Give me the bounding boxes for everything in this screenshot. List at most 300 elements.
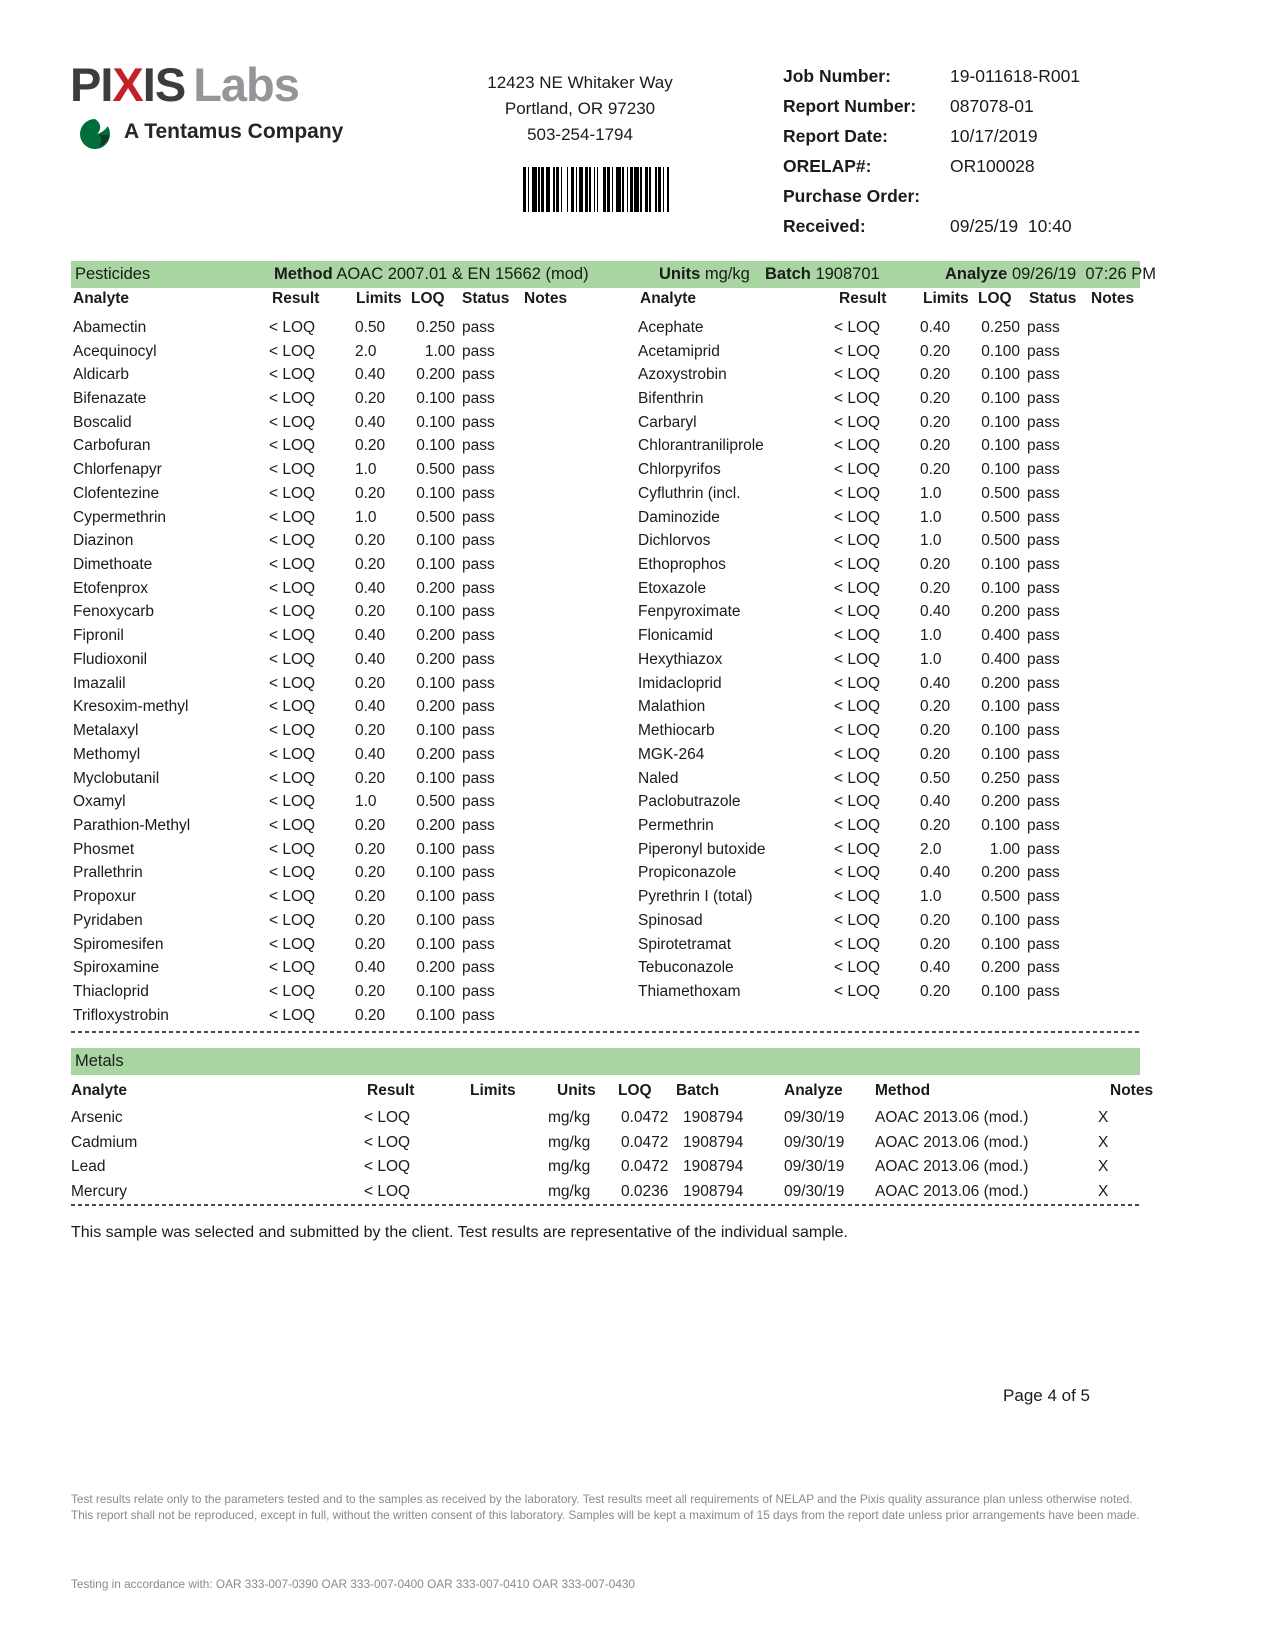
cell-status: pass	[1027, 840, 1060, 858]
cell-units: mg/kg	[548, 1133, 591, 1151]
pesticide-row	[638, 862, 1088, 886]
cell-result: < LOQ	[834, 840, 881, 858]
pesticide-row	[638, 767, 1088, 791]
info-label: Job Number:	[783, 66, 891, 86]
cell-result: < LOQ	[364, 1133, 411, 1151]
pesticide-row	[638, 601, 1088, 625]
units-label: Units	[659, 265, 701, 283]
cell-limits: 0.20	[355, 911, 386, 929]
pesticide-row	[638, 743, 1088, 767]
cell-status: pass	[462, 911, 495, 929]
cell-analyte: Carbaryl	[638, 413, 697, 431]
cell-analyte: Fipronil	[73, 627, 124, 645]
cell-result: < LOQ	[834, 390, 881, 408]
cell-loq: 0.100	[981, 437, 1020, 455]
cell-status: pass	[462, 342, 495, 360]
cell-result: < LOQ	[269, 342, 316, 360]
cell-analyte: Trifloxystrobin	[73, 1006, 169, 1024]
cell-analyte: Acequinocyl	[73, 342, 157, 360]
pesticide-row	[638, 956, 1088, 980]
cell-loq: 0.0472	[621, 1158, 669, 1176]
units-field	[659, 265, 750, 284]
cell-result: < LOQ	[269, 864, 316, 882]
batch-label: Batch	[765, 265, 811, 283]
cell-loq: 0.100	[981, 935, 1020, 953]
cell-status: pass	[462, 793, 495, 811]
cell-analyte: Myclobutanil	[73, 769, 160, 787]
cell-analyte: Thiacloprid	[73, 982, 149, 1000]
cell-analyte: Phosmet	[73, 840, 135, 858]
cell-analyte: Spinosad	[638, 911, 703, 929]
cell-limits: 1.0	[920, 888, 942, 906]
cell-limits: 0.20	[920, 579, 951, 597]
cell-loq: 0.100	[981, 698, 1020, 716]
cell-method: AOAC 2013.06 (mod.)	[875, 1133, 1029, 1151]
metal-row	[71, 1131, 1140, 1156]
cell-notes: X	[1098, 1109, 1109, 1127]
cell-limits: 1.0	[920, 508, 942, 526]
cell-analyte: Fludioxonil	[73, 650, 148, 668]
cell-loq: 0.100	[416, 982, 455, 1000]
cell-analyte: Boscalid	[73, 413, 132, 431]
brand-is: IS	[142, 58, 186, 111]
pesticides-left-table	[73, 316, 523, 1028]
cell-result: < LOQ	[269, 390, 316, 408]
cell-limits: 0.20	[920, 413, 951, 431]
col-loq: LOQ	[618, 1082, 652, 1099]
batch-value: 1908701	[815, 265, 880, 283]
col-limits: Limits	[923, 290, 969, 307]
cell-loq: 0.100	[416, 769, 455, 787]
cell-loq: 0.100	[416, 390, 455, 408]
cell-status: pass	[462, 935, 495, 953]
info-row	[783, 66, 1163, 96]
section-divider-dashed	[71, 1031, 1140, 1033]
cell-loq: 0.100	[981, 556, 1020, 574]
cell-limits: 0.40	[920, 793, 951, 811]
cell-limits: 0.20	[920, 722, 951, 740]
cell-analyte: Fenoxycarb	[73, 603, 154, 621]
cell-limits: 0.20	[920, 911, 951, 929]
cell-analyte: Naled	[638, 769, 679, 787]
cell-loq: 0.100	[416, 437, 455, 455]
cell-limits: 0.50	[920, 769, 951, 787]
pesticide-row	[638, 838, 1088, 862]
info-row	[783, 186, 1163, 216]
cell-limits: 0.20	[920, 437, 951, 455]
cell-analyte: Hexythiazox	[638, 650, 723, 668]
cell-result: < LOQ	[834, 437, 881, 455]
metal-row	[71, 1106, 1140, 1131]
analyze-value: 09/26/19 07:26 PM	[1011, 265, 1156, 283]
cell-batch: 1908794	[683, 1133, 744, 1151]
cell-analyte: Dimethoate	[73, 556, 153, 574]
cell-analyte: Imazalil	[73, 674, 126, 692]
report-info	[783, 66, 1163, 246]
cell-limits: 0.40	[920, 318, 951, 336]
cell-result: < LOQ	[834, 579, 881, 597]
cell-loq: 0.100	[416, 532, 455, 550]
cell-loq: 0.100	[981, 722, 1020, 740]
pesticide-row	[638, 387, 1088, 411]
cell-result: < LOQ	[269, 532, 316, 550]
col-units: Units	[557, 1082, 596, 1099]
pesticide-row	[638, 363, 1088, 387]
tentamus-leaf-icon	[78, 114, 114, 150]
cell-status: pass	[1027, 982, 1060, 1000]
cell-analyte: Prallethrin	[73, 864, 143, 882]
cell-limits: 0.20	[920, 745, 951, 763]
pesticide-row	[73, 743, 523, 767]
col-result: Result	[367, 1082, 415, 1099]
metals-section-title: Metals	[75, 1052, 124, 1070]
pesticide-row	[73, 411, 523, 435]
info-row	[783, 126, 1163, 156]
cell-status: pass	[462, 982, 495, 1000]
cell-status: pass	[1027, 888, 1060, 906]
cell-loq: 0.100	[416, 674, 455, 692]
cell-analyze: 09/30/19	[784, 1158, 845, 1176]
pesticide-row	[73, 790, 523, 814]
cell-loq: 0.100	[981, 579, 1020, 597]
cell-limits: 0.40	[355, 413, 386, 431]
cell-notes: X	[1098, 1158, 1109, 1176]
cell-limits: 0.20	[920, 556, 951, 574]
cell-limits: 1.0	[920, 484, 942, 502]
cell-loq: 0.200	[981, 793, 1020, 811]
cell-units: mg/kg	[548, 1158, 591, 1176]
cell-limits: 2.0	[920, 840, 942, 858]
cell-loq: 0.200	[416, 745, 455, 763]
cell-result: < LOQ	[269, 745, 316, 763]
cell-analyte: Methiocarb	[638, 722, 715, 740]
cell-limits: 0.20	[355, 1006, 386, 1024]
cell-result: < LOQ	[269, 888, 316, 906]
cell-loq: 0.100	[416, 935, 455, 953]
cell-analyze: 09/30/19	[784, 1183, 845, 1201]
cell-result: < LOQ	[269, 508, 316, 526]
cell-status: pass	[462, 579, 495, 597]
cell-limits: 0.20	[920, 461, 951, 479]
cell-result: < LOQ	[834, 888, 881, 906]
cell-analyte: Tebuconazole	[638, 959, 734, 977]
cell-analyte: Pyridaben	[73, 911, 143, 929]
cell-status: pass	[462, 532, 495, 550]
cell-loq: 0.200	[416, 959, 455, 977]
cell-result: < LOQ	[269, 461, 316, 479]
cell-limits: 0.40	[355, 650, 386, 668]
cell-status: pass	[462, 627, 495, 645]
cell-limits: 0.20	[355, 864, 386, 882]
cell-result: < LOQ	[834, 745, 881, 763]
pesticide-row	[638, 672, 1088, 696]
pesticide-row	[73, 909, 523, 933]
cell-limits: 0.20	[920, 982, 951, 1000]
cell-limits: 0.20	[920, 342, 951, 360]
pesticide-row	[638, 577, 1088, 601]
cell-analyte: Propiconazole	[638, 864, 737, 882]
cell-loq: 0.200	[981, 959, 1020, 977]
pesticide-row	[73, 506, 523, 530]
cell-analyte: Daminozide	[638, 508, 720, 526]
cell-limits: 0.40	[355, 959, 386, 977]
cell-loq: 0.500	[416, 508, 455, 526]
cell-result: < LOQ	[834, 864, 881, 882]
cell-loq: 0.200	[981, 603, 1020, 621]
cell-loq: 0.500	[981, 508, 1020, 526]
cell-limits: 0.40	[355, 627, 386, 645]
cell-limits: 0.20	[355, 982, 386, 1000]
cell-analyte: Aldicarb	[73, 366, 129, 384]
pesticide-row	[638, 435, 1088, 459]
cell-status: pass	[462, 745, 495, 763]
cell-loq: 0.100	[416, 1006, 455, 1024]
cell-limits: 0.20	[355, 816, 386, 834]
pesticide-row	[73, 601, 523, 625]
info-row	[783, 216, 1163, 246]
col-status: Status	[462, 290, 510, 307]
pesticide-row	[73, 1004, 523, 1028]
cell-status: pass	[1027, 769, 1060, 787]
info-label: Report Date:	[783, 126, 889, 146]
cell-loq: 0.100	[981, 745, 1020, 763]
cell-analyte: Pyrethrin I (total)	[638, 888, 753, 906]
cell-limits: 0.20	[355, 674, 386, 692]
cell-analyte: Mercury	[71, 1183, 127, 1201]
address-line1: 12423 NE Whitaker Way	[487, 73, 673, 92]
cell-result: < LOQ	[834, 627, 881, 645]
cell-analyte: Oxamyl	[73, 793, 126, 811]
analyze-label: Analyze	[945, 265, 1008, 283]
cell-analyte: Methomyl	[73, 745, 141, 763]
pesticide-row	[73, 933, 523, 957]
cell-analyte: Permethrin	[638, 816, 714, 834]
cell-result: < LOQ	[269, 318, 316, 336]
cell-status: pass	[1027, 864, 1060, 882]
testing-accordance-text: Testing in accordance with: OAR 333-007-0390 OAR 333-007-0400 OAR 333-007-0410 OAR 333-007-0430	[71, 1577, 635, 1591]
sample-statement: This sample was selected and submitted by the client. Test results are representative of the individual sample.	[71, 1224, 848, 1241]
brand-x: X	[112, 58, 143, 111]
cell-result: < LOQ	[269, 769, 316, 787]
cell-status: pass	[1027, 508, 1060, 526]
cell-status: pass	[462, 508, 495, 526]
cell-analyte: Diazinon	[73, 532, 134, 550]
cell-analyte: Piperonyl butoxide	[638, 840, 766, 858]
col-method: Method	[875, 1082, 931, 1099]
cell-limits: 0.20	[355, 888, 386, 906]
col-notes: Notes	[1091, 290, 1135, 307]
cell-result: < LOQ	[364, 1183, 411, 1201]
pesticide-row	[638, 506, 1088, 530]
cell-limits: 0.20	[355, 769, 386, 787]
pesticide-row	[73, 529, 523, 553]
cell-status: pass	[1027, 722, 1060, 740]
cell-status: pass	[1027, 745, 1060, 763]
cell-analyte: Azoxystrobin	[638, 366, 727, 384]
cell-analyte: Dichlorvos	[638, 532, 711, 550]
pesticide-row	[73, 696, 523, 720]
col-limits: Limits	[356, 290, 402, 307]
cell-loq: 0.100	[416, 888, 455, 906]
metals-table	[71, 1106, 1140, 1204]
cell-loq: 0.100	[416, 556, 455, 574]
cell-result: < LOQ	[834, 508, 881, 526]
cell-result: < LOQ	[834, 342, 881, 360]
metal-row	[71, 1180, 1140, 1205]
cell-result: < LOQ	[834, 603, 881, 621]
info-value: 10/17/2019	[950, 126, 1038, 146]
cell-loq: 1.00	[424, 342, 455, 360]
cell-status: pass	[1027, 532, 1060, 550]
cell-limits: 0.20	[355, 556, 386, 574]
pesticide-row	[73, 885, 523, 909]
cell-result: < LOQ	[834, 366, 881, 384]
cell-loq: 0.100	[981, 342, 1020, 360]
cell-limits: 0.40	[920, 603, 951, 621]
cell-result: < LOQ	[269, 722, 316, 740]
cell-status: pass	[462, 816, 495, 834]
pesticide-row	[73, 719, 523, 743]
pesticide-row	[638, 885, 1088, 909]
pesticide-row	[638, 696, 1088, 720]
cell-status: pass	[1027, 627, 1060, 645]
cell-status: pass	[462, 366, 495, 384]
cell-limits: 0.40	[920, 959, 951, 977]
cell-status: pass	[462, 864, 495, 882]
pesticide-row	[73, 577, 523, 601]
cell-loq: 0.0472	[621, 1109, 669, 1127]
cell-limits: 0.40	[355, 698, 386, 716]
cell-status: pass	[462, 888, 495, 906]
cell-status: pass	[1027, 650, 1060, 668]
cell-status: pass	[462, 840, 495, 858]
cell-status: pass	[1027, 366, 1060, 384]
col-analyze: Analyze	[784, 1082, 843, 1099]
cell-loq: 0.100	[416, 603, 455, 621]
cell-result: < LOQ	[269, 603, 316, 621]
cell-result: < LOQ	[269, 982, 316, 1000]
cell-loq: 0.200	[416, 698, 455, 716]
cell-status: pass	[462, 674, 495, 692]
cell-method: AOAC 2013.06 (mod.)	[875, 1109, 1029, 1127]
cell-status: pass	[1027, 461, 1060, 479]
pesticide-row	[73, 316, 523, 340]
cell-loq: 0.500	[981, 888, 1020, 906]
pesticides-section-band	[71, 261, 1156, 288]
cell-result: < LOQ	[269, 413, 316, 431]
tentamus-tagline-row	[78, 114, 343, 150]
cell-limits: 0.40	[355, 745, 386, 763]
cell-units: mg/kg	[548, 1183, 591, 1201]
cell-analyte: Chlorpyrifos	[638, 461, 721, 479]
cell-analyte: Bifenthrin	[638, 390, 704, 408]
info-label: ORELAP#:	[783, 156, 872, 176]
cell-loq: 0.100	[981, 911, 1020, 929]
pesticide-row	[73, 767, 523, 791]
cell-result: < LOQ	[834, 556, 881, 574]
cell-analyte: Cyfluthrin (incl.	[638, 484, 741, 502]
cell-limits: 2.0	[355, 342, 377, 360]
cell-analyte: Bifenazate	[73, 390, 147, 408]
cell-notes: X	[1098, 1183, 1109, 1201]
cell-loq: 0.200	[416, 816, 455, 834]
cell-limits: 0.40	[355, 579, 386, 597]
cell-loq: 0.100	[416, 484, 455, 502]
cell-analyte: Acetamiprid	[638, 342, 720, 360]
cell-result: < LOQ	[269, 674, 316, 692]
cell-analyte: MGK-264	[638, 745, 705, 763]
cell-loq: 0.100	[981, 461, 1020, 479]
method-label: Method	[274, 265, 333, 283]
cell-status: pass	[462, 437, 495, 455]
cell-limits: 1.0	[355, 508, 377, 526]
analyze-field	[945, 265, 1156, 284]
cell-limits: 0.20	[355, 840, 386, 858]
cell-result: < LOQ	[364, 1158, 411, 1176]
cell-result: < LOQ	[834, 318, 881, 336]
cell-analyte: Thiamethoxam	[638, 982, 741, 1000]
cell-result: < LOQ	[834, 935, 881, 953]
brand-labs: Labs	[193, 58, 299, 111]
pesticide-row	[638, 340, 1088, 364]
cell-batch: 1908794	[683, 1158, 744, 1176]
col-batch: Batch	[676, 1082, 720, 1099]
cell-result: < LOQ	[269, 437, 316, 455]
pesticide-row	[638, 909, 1088, 933]
pesticide-row	[73, 814, 523, 838]
cell-analyte: Spiromesifen	[73, 935, 164, 953]
address-line2: Portland, OR 97230	[504, 99, 656, 118]
cell-status: pass	[462, 603, 495, 621]
cell-loq: 0.400	[981, 650, 1020, 668]
col-result: Result	[272, 290, 320, 307]
cell-loq: 0.500	[981, 484, 1020, 502]
cell-batch: 1908794	[683, 1183, 744, 1201]
cell-limits: 0.50	[355, 318, 386, 336]
cell-status: pass	[1027, 484, 1060, 502]
cell-analyte: Chlorantraniliprole	[638, 437, 764, 455]
cell-status: pass	[462, 556, 495, 574]
cell-status: pass	[462, 959, 495, 977]
address-line3: 503-254-1794	[527, 125, 633, 144]
cell-limits: 1.0	[920, 532, 942, 550]
cell-loq: 0.200	[416, 650, 455, 668]
cell-analyte: Propoxur	[73, 888, 136, 906]
cell-analyte: Flonicamid	[638, 627, 713, 645]
cell-limits: 0.20	[355, 532, 386, 550]
cell-result: < LOQ	[269, 484, 316, 502]
cell-status: pass	[1027, 816, 1060, 834]
cell-units: mg/kg	[548, 1109, 591, 1127]
cell-result: < LOQ	[269, 627, 316, 645]
lab-address	[415, 70, 745, 148]
cell-status: pass	[1027, 959, 1060, 977]
cell-analyte: Lead	[71, 1158, 106, 1176]
info-row	[783, 96, 1163, 126]
cell-status: pass	[462, 650, 495, 668]
pesticide-row	[638, 814, 1088, 838]
cell-result: < LOQ	[834, 982, 881, 1000]
col-notes: Notes	[1110, 1082, 1154, 1099]
cell-loq: 0.100	[981, 366, 1020, 384]
cell-analyte: Imidacloprid	[638, 674, 722, 692]
pesticide-row	[73, 862, 523, 886]
info-value: 19-011618-R001	[950, 66, 1081, 86]
section-divider-dashed	[71, 1204, 1140, 1206]
cell-analyte: Cypermethrin	[73, 508, 167, 526]
info-value: 087078-01	[950, 96, 1034, 116]
cell-status: pass	[1027, 603, 1060, 621]
